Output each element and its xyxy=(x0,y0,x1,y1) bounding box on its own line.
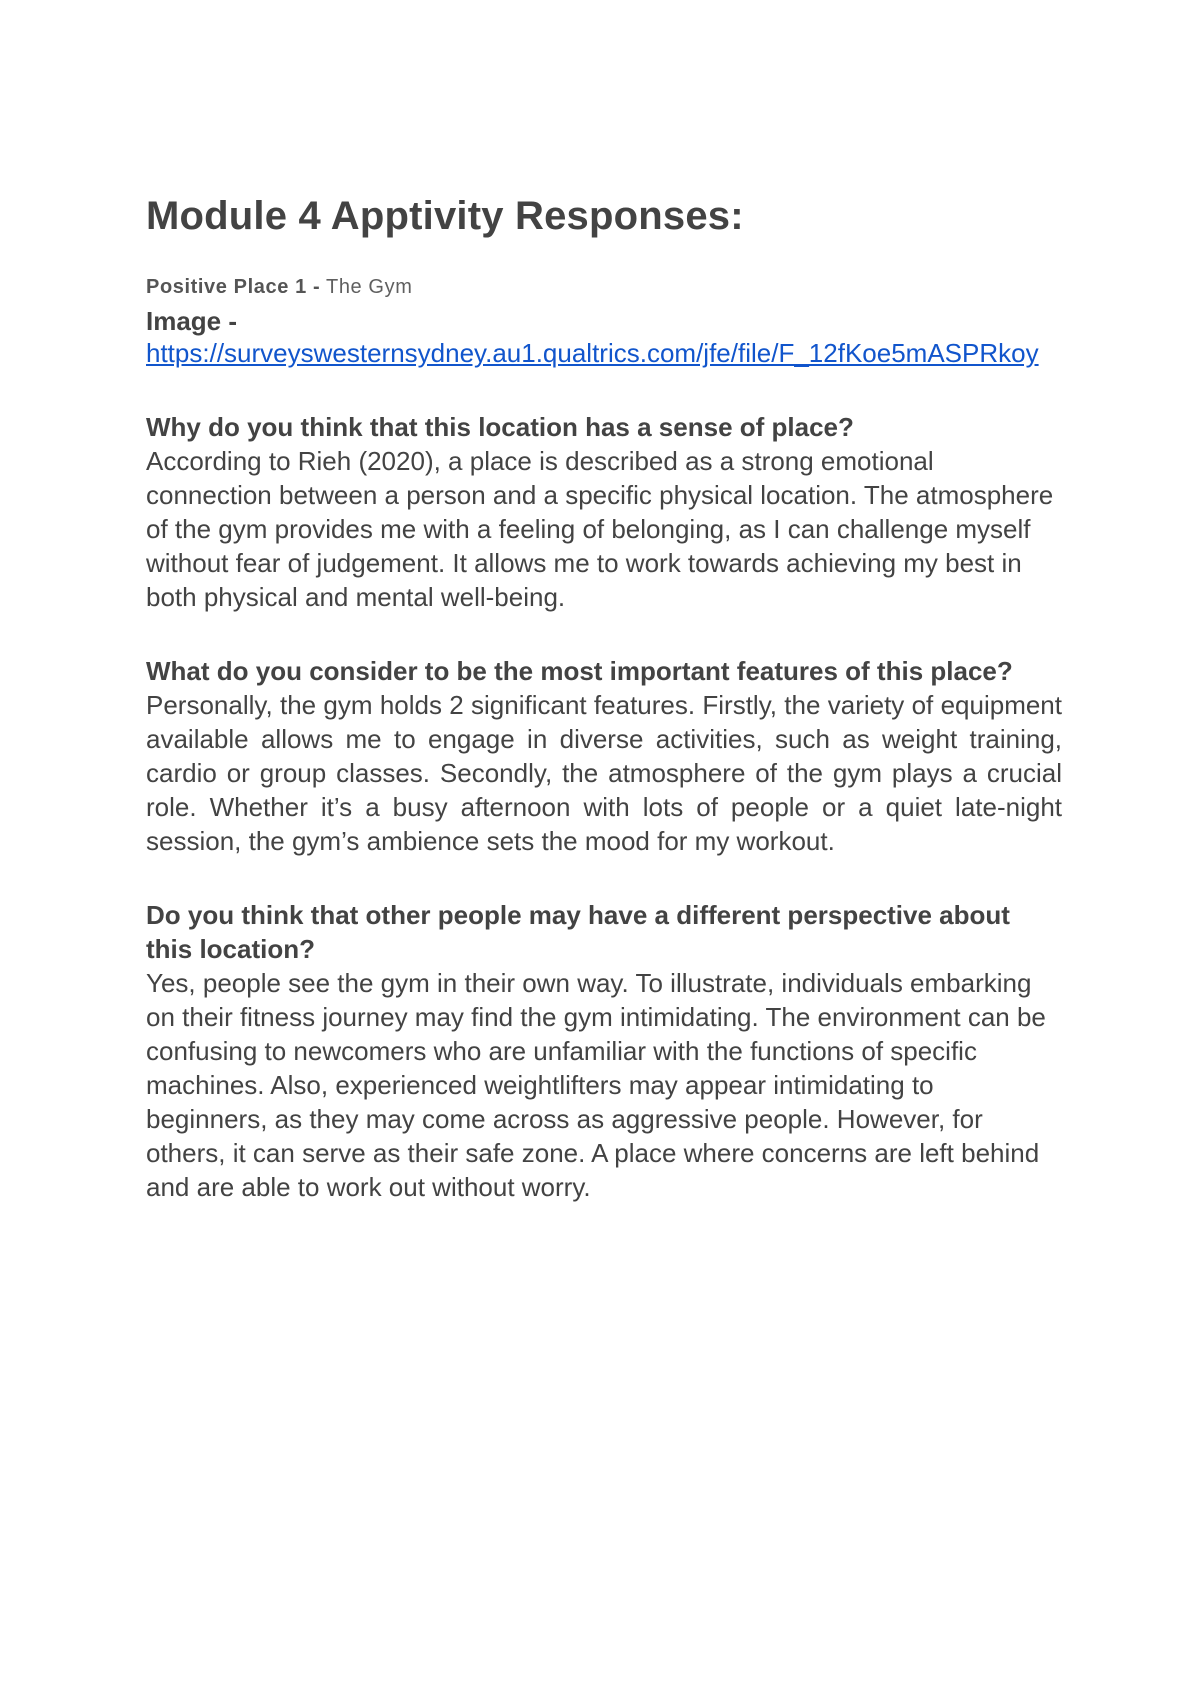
answer-paragraph: Personally, the gym holds 2 significant features. Firstly, the variety of equipment available allows me to engage in diverse activities, such as weight training, cardio or group classes. Secondly, the atmosphere of the gym plays a crucial role. Whether it’s a busy afternoon with lots of people or a quiet late-night session, the gym’s ambience sets the mood for my workout. xyxy=(146,690,1062,856)
question-heading: Why do you think that this location has a sense of place? xyxy=(146,412,854,442)
document-title: Module 4 Apptivity Responses: xyxy=(146,194,744,238)
image-link[interactable]: https://surveyswesternsydney.au1.qualtrics.com/jfe/file/F_12fKoe5mASPRkoy xyxy=(146,338,1039,368)
place-heading xyxy=(146,274,1062,300)
question-heading: Do you think that other people may have a different perspective about this location? xyxy=(146,900,1010,964)
image-label: Image - xyxy=(146,306,238,336)
question-heading: What do you consider to be the most important features of this place? xyxy=(146,656,1013,686)
question-block-different-perspective xyxy=(146,898,1062,1204)
question-block-sense-of-place xyxy=(146,410,1062,614)
answer-paragraph: Yes, people see the gym in their own way. To illustrate, individuals embarking on their fitness journey may find the gym intimidating. The environment can be confusing to newcomers who are unfamiliar with the functions of specific machines. Also, experienced weightlifters may appear intimidating to beginners, as they may come across as aggressive people. However, for others, it can serve as their safe zone. A place where concerns are left behind and are able to work out without worry. xyxy=(146,968,1046,1202)
document-body xyxy=(146,192,1062,1204)
question-block-important-features xyxy=(146,654,1062,858)
answer-paragraph: According to Rieh (2020), a place is described as a strong emotional connection between a person and a specific physical location. The atmosphere of the gym provides me with a feeling of belonging, as I can challenge myself without fear of judgement. It allows me to work towards achieving my best in both physical and mental well-being. xyxy=(146,446,1054,612)
place-name: The Gym xyxy=(326,276,413,298)
place-label: Positive Place 1 - xyxy=(146,276,321,298)
